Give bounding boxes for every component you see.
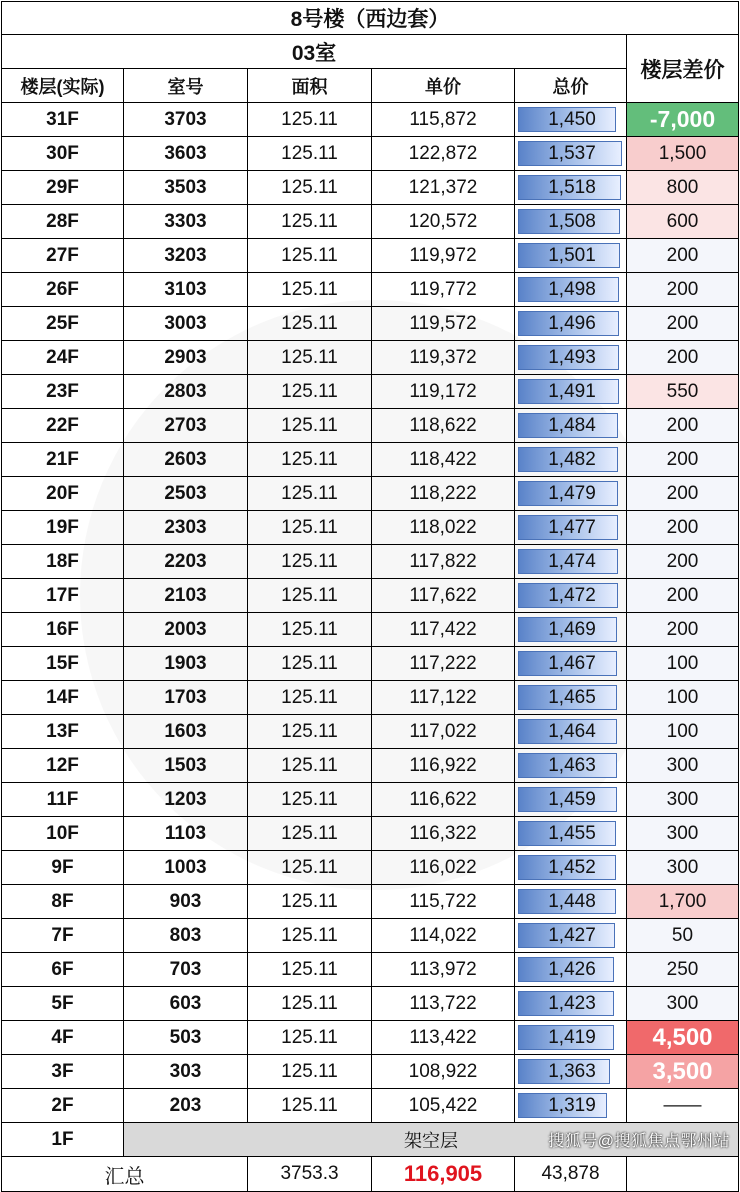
total-cell	[515, 919, 627, 953]
floor-diff-cell: 200	[627, 443, 739, 477]
unit-price-cell: 113,972	[372, 953, 515, 987]
unit-price-cell: 118,222	[372, 477, 515, 511]
area-cell: 125.11	[248, 681, 372, 715]
table-row	[1, 647, 739, 681]
total-cell	[515, 1021, 627, 1055]
room-cell: 303	[124, 1055, 248, 1089]
total-value: 1,479	[548, 482, 596, 504]
price-table	[1, 1, 739, 1192]
floor-diff-cell: 300	[627, 749, 739, 783]
floor-diff-cell: 300	[627, 817, 739, 851]
unit-price-cell: 115,722	[372, 885, 515, 919]
floor-cell: 12F	[1, 749, 124, 783]
total-value: 1,427	[548, 924, 596, 946]
unit-price-cell: 119,372	[372, 341, 515, 375]
col-floor: 楼层(实际)	[1, 69, 124, 103]
floor-cell: 17F	[1, 579, 124, 613]
unit-price-cell: 121,372	[372, 171, 515, 205]
area-cell: 125.11	[248, 817, 372, 851]
floor-cell: 7F	[1, 919, 124, 953]
area-cell: 125.11	[248, 579, 372, 613]
floor-cell: 15F	[1, 647, 124, 681]
total-value: 1,452	[548, 856, 596, 878]
total-value: 1,419	[548, 1026, 596, 1048]
room-cell: 2603	[124, 443, 248, 477]
unit-price-cell: 115,872	[372, 103, 515, 137]
area-cell: 125.11	[248, 443, 372, 477]
col-area: 面积	[248, 69, 372, 103]
area-cell: 125.11	[248, 1089, 372, 1123]
room-cell: 3203	[124, 239, 248, 273]
total-cell	[515, 987, 627, 1021]
unit-price-cell: 114,022	[372, 919, 515, 953]
unit-price-cell: 119,572	[372, 307, 515, 341]
room-cell: 3603	[124, 137, 248, 171]
table-row	[1, 919, 739, 953]
total-value: 1,474	[548, 550, 596, 572]
floor-diff-cell: 250	[627, 953, 739, 987]
col-total: 总价	[515, 69, 627, 103]
table-row	[1, 885, 739, 919]
room-cell: 2703	[124, 409, 248, 443]
room-cell: 2103	[124, 579, 248, 613]
room-cell: 1703	[124, 681, 248, 715]
table-row	[1, 1055, 739, 1089]
summary-total: 43,878	[515, 1157, 627, 1192]
unit-price-cell: 117,122	[372, 681, 515, 715]
table-row	[1, 443, 739, 477]
floor-cell: 25F	[1, 307, 124, 341]
total-cell	[515, 171, 627, 205]
total-cell	[515, 341, 627, 375]
table-row	[1, 307, 739, 341]
total-cell	[515, 375, 627, 409]
total-cell	[515, 239, 627, 273]
area-cell: 125.11	[248, 919, 372, 953]
unit-price-cell: 116,322	[372, 817, 515, 851]
table-row	[1, 613, 739, 647]
room-cell: 2903	[124, 341, 248, 375]
total-value: 1,426	[548, 958, 596, 980]
table-row	[1, 341, 739, 375]
area-cell: 125.11	[248, 341, 372, 375]
floor-cell: 28F	[1, 205, 124, 239]
area-cell: 125.11	[248, 103, 372, 137]
floor-cell: 8F	[1, 885, 124, 919]
table-row	[1, 953, 739, 987]
summary-avg-price: 116,905	[372, 1157, 515, 1192]
unit-price-cell: 117,222	[372, 647, 515, 681]
table-title: 8号楼（西边套）	[1, 1, 739, 35]
total-value: 1,448	[548, 890, 596, 912]
total-cell	[515, 1089, 627, 1123]
room-cell: 603	[124, 987, 248, 1021]
floor-diff-cell: -7,000	[627, 103, 739, 137]
unit-price-cell: 119,772	[372, 273, 515, 307]
floor-cell: 11F	[1, 783, 124, 817]
summary-area: 3753.3	[248, 1157, 372, 1192]
floor-cell: 9F	[1, 851, 124, 885]
floor-diff-cell: 50	[627, 919, 739, 953]
total-value: 1,455	[548, 822, 596, 844]
ground-label: 架空层	[124, 1123, 739, 1157]
col-room: 室号	[124, 69, 248, 103]
total-value: 1,319	[548, 1094, 596, 1116]
room-cell: 2803	[124, 375, 248, 409]
area-cell: 125.11	[248, 545, 372, 579]
area-cell: 125.11	[248, 375, 372, 409]
room-cell: 803	[124, 919, 248, 953]
total-value: 1,465	[548, 686, 596, 708]
area-cell: 125.11	[248, 409, 372, 443]
room-cell: 1903	[124, 647, 248, 681]
floor-cell: 23F	[1, 375, 124, 409]
floor-diff-cell: 200	[627, 307, 739, 341]
total-cell	[515, 681, 627, 715]
table-row	[1, 987, 739, 1021]
floor-diff-cell: 3,500	[627, 1055, 739, 1089]
unit-price-cell: 117,822	[372, 545, 515, 579]
unit-price-cell: 117,622	[372, 579, 515, 613]
area-cell: 125.11	[248, 511, 372, 545]
room-cell: 203	[124, 1089, 248, 1123]
col-unit-price: 单价	[372, 69, 515, 103]
area-cell: 125.11	[248, 851, 372, 885]
total-cell	[515, 817, 627, 851]
room-cell: 1503	[124, 749, 248, 783]
area-cell: 125.11	[248, 1055, 372, 1089]
floor-cell: 10F	[1, 817, 124, 851]
floor-diff-cell: 300	[627, 851, 739, 885]
room-cell: 3503	[124, 171, 248, 205]
table-row	[1, 1089, 739, 1123]
room-cell: 2503	[124, 477, 248, 511]
total-value: 1,472	[548, 584, 596, 606]
total-value: 1,464	[548, 720, 596, 742]
ground-floor: 1F	[1, 1123, 124, 1157]
area-cell: 125.11	[248, 715, 372, 749]
floor-cell: 5F	[1, 987, 124, 1021]
area-cell: 125.11	[248, 307, 372, 341]
room-cell: 903	[124, 885, 248, 919]
floor-cell: 31F	[1, 103, 124, 137]
table-row	[1, 579, 739, 613]
room-cell: 3003	[124, 307, 248, 341]
floor-diff-cell: 200	[627, 273, 739, 307]
floor-diff-cell: 600	[627, 205, 739, 239]
room-cell: 1203	[124, 783, 248, 817]
table-row	[1, 681, 739, 715]
room-header: 03室	[1, 35, 627, 69]
area-cell: 125.11	[248, 171, 372, 205]
area-cell: 125.11	[248, 239, 372, 273]
unit-price-cell: 118,022	[372, 511, 515, 545]
diff-header: 楼层差价	[627, 35, 739, 103]
floor-diff-cell: 300	[627, 987, 739, 1021]
unit-price-cell: 122,872	[372, 137, 515, 171]
floor-diff-cell: 200	[627, 613, 739, 647]
unit-price-cell: 108,922	[372, 1055, 515, 1089]
unit-price-cell: 117,422	[372, 613, 515, 647]
unit-price-cell: 120,572	[372, 205, 515, 239]
floor-cell: 21F	[1, 443, 124, 477]
unit-price-cell: 119,972	[372, 239, 515, 273]
total-cell	[515, 715, 627, 749]
area-cell: 125.11	[248, 613, 372, 647]
total-value: 1,459	[548, 788, 596, 810]
table-row	[1, 273, 739, 307]
unit-price-cell: 118,622	[372, 409, 515, 443]
total-cell	[515, 443, 627, 477]
table-body	[1, 103, 739, 1123]
total-cell	[515, 307, 627, 341]
total-cell	[515, 205, 627, 239]
room-cell: 2003	[124, 613, 248, 647]
total-cell	[515, 477, 627, 511]
total-value: 1,484	[548, 414, 596, 436]
floor-cell: 26F	[1, 273, 124, 307]
floor-cell: 20F	[1, 477, 124, 511]
unit-price-cell: 113,422	[372, 1021, 515, 1055]
table-row	[1, 715, 739, 749]
floor-cell: 22F	[1, 409, 124, 443]
table-row	[1, 239, 739, 273]
room-cell: 3103	[124, 273, 248, 307]
area-cell: 125.11	[248, 205, 372, 239]
area-cell: 125.11	[248, 137, 372, 171]
total-value: 1,491	[548, 380, 596, 402]
floor-diff-cell: 200	[627, 341, 739, 375]
total-cell	[515, 409, 627, 443]
unit-price-cell: 116,022	[372, 851, 515, 885]
total-value: 1,463	[548, 754, 596, 776]
floor-cell: 30F	[1, 137, 124, 171]
room-cell: 3703	[124, 103, 248, 137]
unit-price-cell: 118,422	[372, 443, 515, 477]
summary-diff	[627, 1157, 739, 1192]
total-cell	[515, 1055, 627, 1089]
floor-diff-cell: 300	[627, 783, 739, 817]
floor-diff-cell: 800	[627, 171, 739, 205]
total-value: 1,363	[548, 1060, 596, 1082]
room-cell: 1603	[124, 715, 248, 749]
unit-price-cell: 119,172	[372, 375, 515, 409]
floor-diff-cell: 1,500	[627, 137, 739, 171]
floor-cell: 2F	[1, 1089, 124, 1123]
total-value: 1,493	[548, 346, 596, 368]
total-cell	[515, 953, 627, 987]
total-cell	[515, 103, 627, 137]
room-cell: 2303	[124, 511, 248, 545]
area-cell: 125.11	[248, 885, 372, 919]
floor-diff-cell: 200	[627, 511, 739, 545]
table-header	[1, 35, 739, 103]
total-value: 1,508	[548, 210, 596, 232]
table-row	[1, 409, 739, 443]
total-value: 1,469	[548, 618, 596, 640]
unit-price-cell: 117,022	[372, 715, 515, 749]
table-row	[1, 103, 739, 137]
table-row	[1, 137, 739, 171]
total-value: 1,423	[548, 992, 596, 1014]
room-cell: 3303	[124, 205, 248, 239]
floor-diff-cell: ——	[627, 1089, 739, 1123]
area-cell: 125.11	[248, 477, 372, 511]
floor-diff-cell: 200	[627, 579, 739, 613]
total-value: 1,482	[548, 448, 596, 470]
floor-cell: 18F	[1, 545, 124, 579]
total-value: 1,537	[548, 142, 596, 164]
area-cell: 125.11	[248, 1021, 372, 1055]
total-cell	[515, 783, 627, 817]
floor-cell: 27F	[1, 239, 124, 273]
floor-diff-cell: 100	[627, 715, 739, 749]
total-value: 1,518	[548, 176, 596, 198]
floor-cell: 29F	[1, 171, 124, 205]
area-cell: 125.11	[248, 987, 372, 1021]
table-row	[1, 477, 739, 511]
table-row	[1, 545, 739, 579]
table-row	[1, 783, 739, 817]
total-cell	[515, 273, 627, 307]
floor-diff-cell: 100	[627, 681, 739, 715]
total-cell	[515, 749, 627, 783]
total-cell	[515, 137, 627, 171]
floor-cell: 14F	[1, 681, 124, 715]
total-cell	[515, 885, 627, 919]
area-cell: 125.11	[248, 273, 372, 307]
room-cell: 1003	[124, 851, 248, 885]
summary-row	[1, 1157, 739, 1192]
total-value: 1,467	[548, 652, 596, 674]
room-cell: 503	[124, 1021, 248, 1055]
area-cell: 125.11	[248, 953, 372, 987]
floor-diff-cell: 200	[627, 545, 739, 579]
floor-diff-cell: 200	[627, 239, 739, 273]
watermark-text: 搜狐号@搜狐焦点鄂州站	[548, 1133, 730, 1150]
floor-diff-cell: 200	[627, 477, 739, 511]
table-row	[1, 511, 739, 545]
floor-diff-cell: 550	[627, 375, 739, 409]
room-cell: 1103	[124, 817, 248, 851]
column-headers	[1, 69, 627, 103]
table-row	[1, 749, 739, 783]
unit-price-cell: 116,622	[372, 783, 515, 817]
floor-diff-cell: 4,500	[627, 1021, 739, 1055]
total-cell	[515, 647, 627, 681]
total-value: 1,498	[548, 278, 596, 300]
floor-cell: 3F	[1, 1055, 124, 1089]
floor-cell: 16F	[1, 613, 124, 647]
total-cell	[515, 851, 627, 885]
table-row	[1, 171, 739, 205]
total-value: 1,477	[548, 516, 596, 538]
total-cell	[515, 545, 627, 579]
unit-price-cell: 105,422	[372, 1089, 515, 1123]
unit-price-cell: 116,922	[372, 749, 515, 783]
room-cell: 703	[124, 953, 248, 987]
area-cell: 125.11	[248, 783, 372, 817]
total-value: 1,450	[548, 108, 596, 130]
floor-diff-cell: 100	[627, 647, 739, 681]
floor-cell: 19F	[1, 511, 124, 545]
total-cell	[515, 511, 627, 545]
table-row	[1, 205, 739, 239]
total-value: 1,501	[548, 244, 596, 266]
table-row	[1, 1021, 739, 1055]
area-cell: 125.11	[248, 749, 372, 783]
area-cell: 125.11	[248, 647, 372, 681]
total-value: 1,496	[548, 312, 596, 334]
unit-price-cell: 113,722	[372, 987, 515, 1021]
floor-diff-cell: 200	[627, 409, 739, 443]
floor-cell: 13F	[1, 715, 124, 749]
room-cell: 2203	[124, 545, 248, 579]
table-row	[1, 851, 739, 885]
total-cell	[515, 579, 627, 613]
floor-cell: 24F	[1, 341, 124, 375]
floor-cell: 6F	[1, 953, 124, 987]
total-cell	[515, 613, 627, 647]
floor-diff-cell: 1,700	[627, 885, 739, 919]
table-row	[1, 375, 739, 409]
summary-label: 汇总	[1, 1157, 248, 1192]
floor-cell: 4F	[1, 1021, 124, 1055]
table-row	[1, 817, 739, 851]
